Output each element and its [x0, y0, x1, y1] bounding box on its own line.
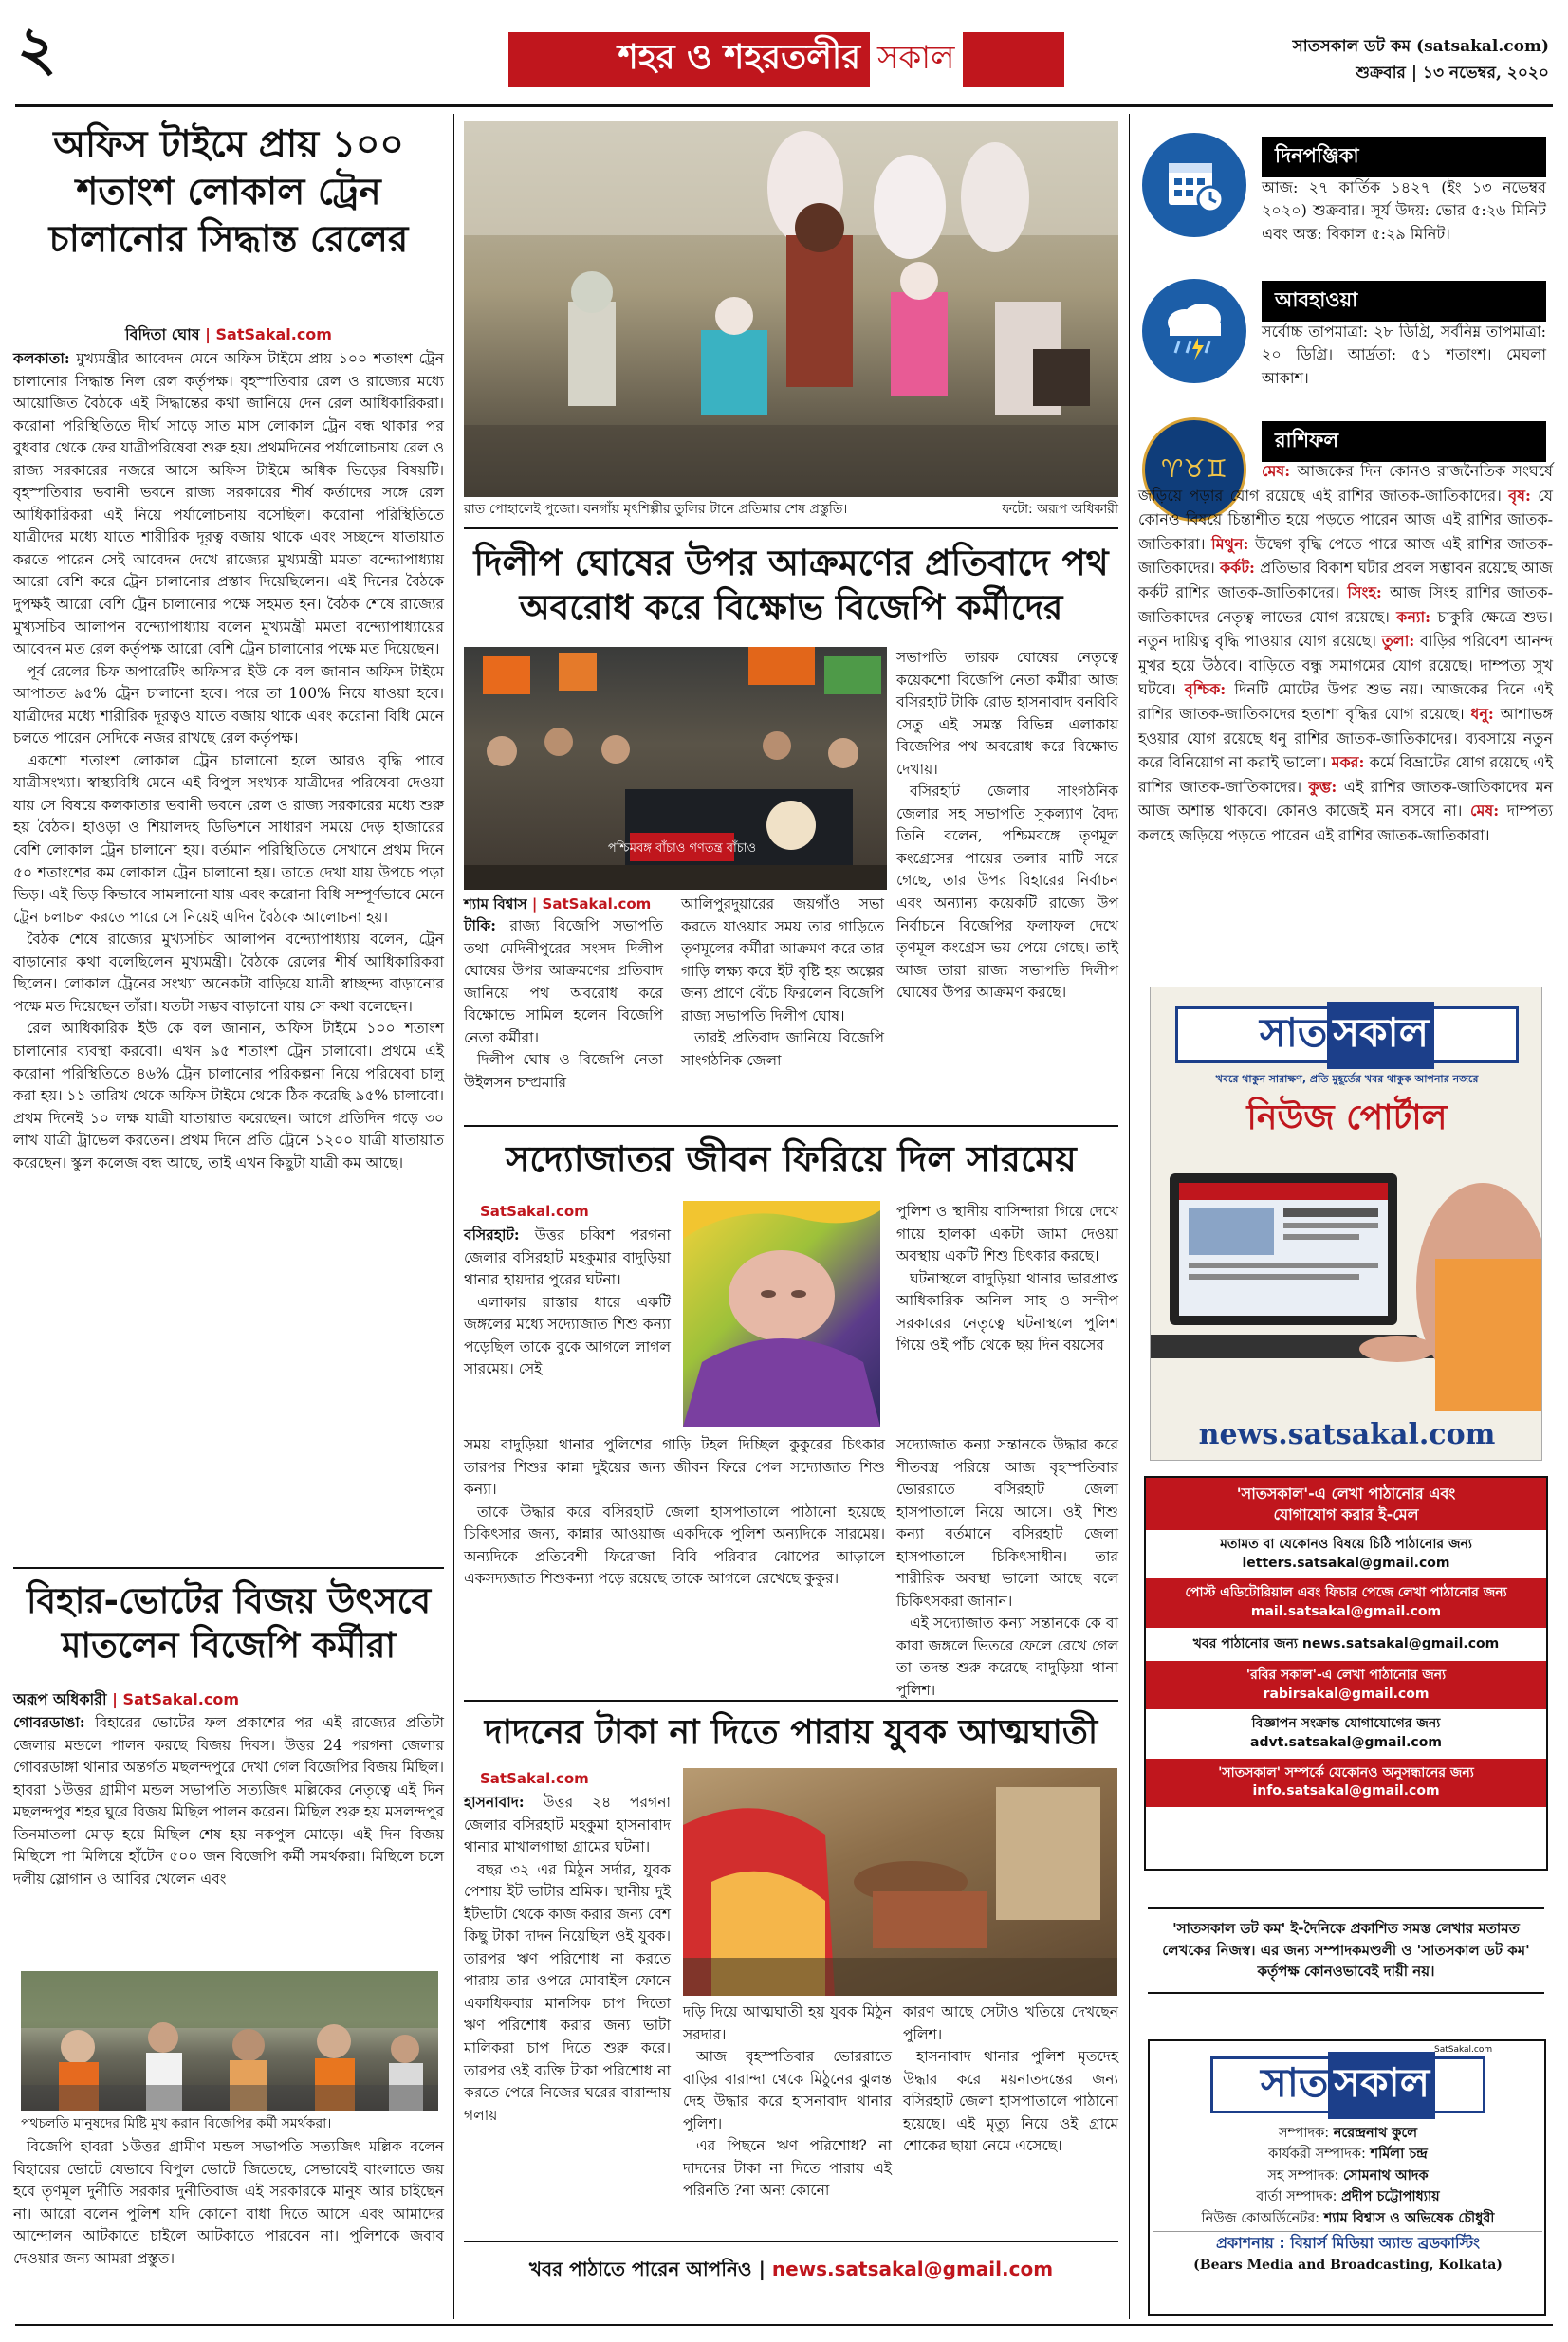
dog-right-column-lower	[896, 1434, 1118, 1703]
imprint-staff	[1153, 2123, 1542, 2277]
suicide-photo	[683, 1768, 1117, 1996]
section-banner-subtitle: সকাল	[870, 32, 962, 88]
byline-name: বিদিতা ঘোষ	[125, 325, 200, 343]
staff-row	[1153, 2166, 1542, 2186]
bihar-para-1: বিহারের ভোটের ফল প্রকাশের পর এই রাজ্যের প্রতিটা জেলার মন্ডলে পালন করছে বিজয় দিবস। উত্তর 24 পরগনা জেলার গোবরডাঙ্গা থানার অন্তর্গত মছলন্দপুরে দেখা গেল বিজেপির বিজয় মিছিল। হাবরা ১উত্তর গ্রামীণ মন্ডল সভাপতি সত্যজিৎ মল্লিকের নেতৃত্বে এই দিন মছলন্দপুর শহর ঘুরে বিজয় মিছিল পালন করেন। মিছিল শুরু হয় মসলন্দপুর তিনমাতলা মোড় হয়ে মিছিল শেষ হয় নকপুল মোড়ে। এই দিন বিজয় মিছিলে পা মিলিয়ে হাঁটেন ৫০০ জন বিজেপি কর্মী সমর্থকরা। মিছিলে চলে দলীয় স্লোগান ও আবির খেলেন এবং	[13, 1714, 444, 1888]
bihar-byline: অরূপ অধিকারী | SatSakal.com	[13, 1690, 239, 1708]
dog-wide-para-2: তাকে উদ্ধার করে বসিরহাট জেলা হাসপাতালে পাঠানো হয়েছে চিকিৎসার জন্য, কান্নার আওয়াজ একদিকে পুলিশ অন্যদিকে সারমেয়। অন্যদিকে প্রতিবেশী ফিরোজা বিবি পরিবার ঝোপের আড়ালে একসদ্যজাত শিশুকন্যা পড়ে রয়েছে তাকে আগলে রেখেছে কুকুর।	[464, 1503, 885, 1588]
contact-row-email[interactable]: info.satsakal@gmail.com	[1252, 1783, 1440, 1799]
baby-photo-illustration	[683, 1201, 880, 1427]
dog-right-para-1: পুলিশ ও স্থানীয় বাসিন্দারা গিয়ে দেখে গায়ে হালকা একটা জামা দেওয়া অবস্থায় একটি শিশু চিৎকার করছে।	[896, 1203, 1118, 1265]
cloud-rain-glyph	[1156, 298, 1232, 364]
dilip-col-2	[681, 894, 884, 1072]
almanac-text: আজ: ২৭ কার্তিক ১৪২৭ (ইং ১৩ নভেম্বর ২০২০) শুক্রবার। সূর্য উদয়: ভোর ৫:২৬ মিনিট এবং অস্ত: বিকাল ৫:২৯ মিনিট।	[1262, 178, 1546, 243]
contact-row	[1146, 1759, 1546, 1807]
horoscope-sign: মকর:	[1331, 753, 1365, 772]
portal-ad-title: নিউজ পোর্টাল	[1246, 1098, 1448, 1137]
dog-col1-para-1: উত্তর চব্বিশ পরগনা জেলার বসিরহাট মহকুমার বাদুড়িয়া থানার হায়দার পুরের ঘটনা।	[464, 1226, 671, 1289]
protest-photo-illustration	[464, 647, 887, 890]
horoscope-sign: মিথুন:	[1211, 534, 1249, 553]
dilip-byline: শ্যাম বিশ্বাস | SatSakal.com	[464, 895, 652, 913]
dog-col1-para-2: এলাকার রাস্তার ধারে একটি জঙ্গলের মধ্যে সদ্যোজাত শিশু কন্যা পড়েছিল তাকে বুকে আগলে লাগল সারমেয়। সেই	[464, 1293, 671, 1378]
issue-date: শুক্রবার | ১৩ নভেম্বর, ২০২০	[1356, 64, 1549, 83]
dateline: হাসনাবাদ:	[464, 1793, 525, 1811]
suicide-col-1	[464, 1791, 671, 2127]
bihar-para-2: বিজেপি হাবরা ১উত্তর গ্রামীণ মন্ডল সভাপতি সত্যজিৎ মল্লিক বলেন বিহারের ভোটে যেভাবে বিপুল ভোটে জিতেছে, সেভাবেই বাংলাতে জয় হবে তৃণমূল দুর্নীতি সরকার দুর্নীতিবাজ এই সরকারকে মানুষ আর চাইছেন না। আরো বলেন পুলিশ যদি কোনো বাধা দিতে আসে এবং আমাদের আন্দোলন আটকাতে চাইলে আটকাতে পারবেন না। পুলিশকে জবাব দেওয়ার জন্য আমরা প্রস্তুত।	[13, 2138, 444, 2267]
protest-photo	[464, 647, 887, 890]
horoscope-sign: কুম্ভ:	[1308, 777, 1337, 796]
calendar-glyph	[1161, 152, 1227, 218]
contact-title-line-2: যোগাযোগ করার ই-মেল	[1273, 1504, 1419, 1523]
horoscope-list	[1138, 459, 1553, 848]
disclaimer: 'সাতসকাল ডট কম' ই-দৈনিকে প্রকাশিত সমস্ত লেখার মতামত লেখকের নিজস্ব। এর জন্য সম্পাদকমণ্ডলী ও 'সাতসকাল ডট কম' কর্তৃপক্ষ কোনওভাবেই দায়ী নয়।	[1148, 1907, 1544, 1994]
almanac-box	[1138, 129, 1553, 271]
logo-part-1: সাত	[1259, 1008, 1328, 1056]
dog-byline: SatSakal.com	[480, 1203, 589, 1220]
contact-row-label: 'রবির সকাল'-এ লেখা পাঠানোর জন্য	[1245, 1668, 1447, 1684]
horoscope-text: দাম্পত্য কলহে জড়িয়ে পড়তে পারেন এই রাশির জাতক-জাতিকারা।	[1138, 802, 1553, 844]
imprint-box	[1148, 2039, 1546, 2316]
calendar-icon	[1142, 133, 1246, 237]
trains-para-4: বৈঠক শেষে রাজ্যের মুখ্যসচিব আলাপন বন্দ্যোপাধ্যায় বলেন, ট্রেন বাড়ানোর কথা বলেছিলেন মুখ্যমন্ত্রী। বৈঠকে রেলের শীর্ষ আধিকারিকরা ছিলেন। লোকাল ট্রেনের সংখ্যা অনেকটা বাড়িয়ে যাত্রী স্বাচ্ছন্দ্য বাড়ানোর পক্ষে মত দিয়েছেন তাঁরা। যতটা সম্ভব বাড়ানো যায় সে কথা বলেছেন।	[13, 931, 444, 1015]
idol-photo-credit: ফটো: অরূপ অধিকারী	[1002, 502, 1118, 517]
horoscope-text: আজকের দিন কোনও রাজনৈতিক সংঘর্ষে জড়িয়ে পড়ার যোগ রয়েছে এই রাশির জাতক-জাতিকাদের।	[1138, 462, 1553, 505]
contact-row-email[interactable]: news.satsakal@gmail.com	[1301, 1635, 1500, 1651]
dog-right-column	[896, 1201, 1118, 1357]
column-rule-left	[453, 114, 454, 2319]
horoscope-sign: কন্যা:	[1396, 607, 1431, 626]
horoscope-text: চাকুরি ক্ষেত্রে শুভ। নতুন দায়িত্ব বৃদ্ধি পাওয়ার যোগ রয়েছে।	[1138, 607, 1554, 651]
contact-row	[1146, 1709, 1546, 1758]
imprint-small-url: SatSakal.com	[1434, 2045, 1493, 2055]
horoscope-sign: তুলা:	[1381, 632, 1415, 651]
horoscope-text: উদ্বেগ বৃদ্ধি পেতে পারে আজ এই রাশির জাতক-জাতিকাদের।	[1138, 534, 1554, 578]
horoscope-sign: ধনু:	[1470, 704, 1494, 723]
trains-para-2: পূর্ব রেলের চিফ অপারেটিং অফিসার ইউ কে বল জানান অফিস টাইমে আপাতত ৯৫% ট্রেন চালানো হবে। পরে তা 100% নিয়ে যাওয়া হবে। যাত্রীদের মধ্যে শারীরিক দূরত্বও যাতে বজায় থাকে এবং করোনা বিধি মেনে চলতে পারেন সেদিকে নজর রাখছে রেল কর্তৃপক্ষ।	[13, 662, 444, 747]
publisher-row	[1153, 2231, 1542, 2256]
horoscope-text: কর্মে বিভ্রাটের যোগ রয়েছে এই রাশির জাতক-জাতিকাদের।	[1138, 753, 1553, 796]
site-label: সাতসকাল ডট কম (satsakal.com)	[1292, 37, 1549, 56]
contact-box	[1144, 1476, 1548, 1871]
dateline: কলকাতা:	[13, 349, 70, 367]
suicide-col3-para-2: হাসনাবাদ থানার পুলিশ মৃতদেহ উদ্ধার করে ময়নাতদন্তের জন্য বসিরহাট জেলা হাসপাতালে পাঠানো হয়েছে। এই মৃত্যু নিয়ে ওই গ্রামে শোকের ছায়া নেমে এসেছে।	[903, 2048, 1118, 2155]
contact-row-label: 'সাতসকাল' সম্পর্কে যেকোনও অনুসন্ধানের জন্য	[1218, 1764, 1474, 1780]
contact-row	[1146, 1578, 1546, 1627]
horoscope-box	[1138, 417, 1553, 930]
horoscope-sign: কর্কট:	[1219, 559, 1255, 578]
almanac-title: দিনপঞ্জিকা	[1262, 137, 1546, 177]
staff-row	[1153, 2144, 1542, 2165]
section-banner	[508, 32, 1064, 87]
suicide-col2-para-2: আজ বৃহস্পতিবার ভোররাতে বাড়ির বারান্দা থেকে মিঠুনের ঝুলন্ত দেহ উদ্ধার করে হাসনাবাদ থানার পুলিশ।	[683, 2048, 892, 2132]
staff-row	[1153, 2208, 1542, 2229]
suicide-photo-illustration	[683, 1768, 1117, 1996]
news-strip-label: খবর পাঠাতে পারেন আপনিও	[528, 2258, 752, 2280]
idol-photo	[464, 121, 1118, 497]
header-rule	[15, 104, 1553, 107]
byline-site: SatSakal.com	[542, 895, 652, 913]
horoscope-title: রাশিফল	[1262, 421, 1546, 462]
contact-row-email[interactable]: mail.satsakal@gmail.com	[1250, 1603, 1442, 1619]
portal-ad-logo	[1175, 1006, 1519, 1063]
news-strip-email[interactable]: news.satsakal@gmail.com	[771, 2258, 1054, 2280]
trains-para-3: একশো শতাংশ লোকাল ট্রেন চালানো হলে আরও বৃদ্ধি পাবে যাত্রীসংখ্যা। স্বাস্থ্যবিধি মেনে এই বিপুল সংখ্যক যাত্রীদের পরিষেবা দেওয়া যায় সে বিষয়ে কলকাতার ভবানী ভবনে রেল ও রাজ্য সরকারের মধ্যে শুরু হয় বৈঠক। হাওড়া ও শিয়ালদহ ডিভিশনে সাধারণ সময়ে দেড় হাজারের বেশি লোকাল ট্রেন চালানো হয়। বর্তমান পরিস্থিতিতে সেখানে প্রথম দিনে ৫০ শতাংশের কম লোকাল ট্রেন চালানো হয়। তাতে দেখা যায় উপচে পড়া ভিড়। এই ভিড় কিভাবে সামলানো যায় এবং করোনা বিধি সম্পূর্ণভাবে মেনে ট্রেন চলাচল করতে পারে সে নিয়েই এদিন বৈঠকে আলোচনা হয়।	[13, 751, 444, 926]
contact-row-label: খবর পাঠানোর জন্য	[1192, 1635, 1298, 1651]
logo-part-2: সকাল	[1327, 1002, 1434, 1069]
contact-row-label: পোস্ট এডিটোরিয়াল এবং ফিচার পেজে লেখা পাঠানোর জন্য	[1185, 1585, 1507, 1601]
dog-wide-para-1: সময় বাদুড়িয়া থানার পুলিশের গাড়ি টহল দিচ্ছিল কুকুরের চিৎকার তারপর শিশুর কান্না দুইয়ের জন্য জীবন ফিরে পেল সদ্যোজাত শিশু কন্যা।	[464, 1436, 885, 1499]
article-divider	[13, 1567, 444, 1569]
section-banner-title: শহর ও শহরতলীর	[618, 38, 861, 77]
suicide-col-3	[903, 2001, 1118, 2158]
dog-right-para-3: সদ্যোজাত কন্যা সন্তানকে উদ্ধার করে শীতবস্ত্র পরিয়ে আজ বৃহস্পতিবার ভোররাতে বসিরহাট জেলা হাসপাতালে নিয়ে আসে। ওই শিশু কন্যা বর্তমানে বসিরহাট জেলা হাসপাতালে চিকিৎসাধীন। তার শারীরিক অবস্থা ভালো আছে বলে চিকিৎসকরা জানান।	[896, 1436, 1118, 1610]
staff-row	[1153, 2186, 1542, 2207]
horoscope-text: বাড়ির পরিবেশ আনন্দ মুখর হয়ে উঠবে। বাড়িতে বন্ধু সমাগমের যোগ রয়েছে। দাম্পত্য সুখ ঘটবে।	[1138, 632, 1553, 699]
dilip-col-1	[464, 914, 663, 1094]
idol-photo-illustration	[464, 121, 1118, 497]
byline-site: SatSakal.com	[122, 1690, 239, 1708]
publisher-name: বিয়ার্স মিডিয়া অ্যান্ড ব্রডকাস্টিং	[1290, 2234, 1480, 2253]
staff-role: কার্যকরী সম্পাদক:	[1268, 2147, 1366, 2163]
dog-right-para-4: এই সদ্যোজাত কন্যা সন্তানকে কে বা কারা জঙ্গলে ভিতরে ফেলে রেখে গেল তা তদন্ত শুরু করেছে বাদুড়িয়া থানা পুলিশ।	[896, 1614, 1118, 1700]
bottom-rule	[15, 2324, 1553, 2326]
dilip-right-para-1: সভাপতি তারক ঘোষের নেতৃত্বে কয়েকশো বিজেপি নেতা কর্মীরা আজ বসিরহাট টাকি রোড হাসনাবাদ বনবিবি সেতু এই সমস্ত বিভিন্ন এলাকায় বিজেপির পথ অবরোধ করে বিক্ষোভ দেখায়।	[896, 649, 1118, 778]
contact-row-label: বিজ্ঞাপন সংক্রান্ত যোগাযোগের জন্য	[1251, 1716, 1441, 1732]
weather-box	[1138, 277, 1553, 410]
byline-site: SatSakal.com	[215, 325, 332, 343]
staff-name: প্রদীপ চট্টোপাধ্যায়	[1341, 2189, 1440, 2205]
horoscope-sign: মেষ:	[1470, 802, 1500, 821]
horoscope-text: এই রাশির জাতক-জাতিকাদের মন আজ অশান্ত থাকবে। কোনও কাজেই মন বসবে না।	[1138, 777, 1554, 821]
news-submission-strip: খবর পাঠাতে পারেন আপনিও | news.satsakal@gmail.com	[528, 2258, 1054, 2280]
portal-ad-tagline: খবরে থাকুন সারাক্ষণ, প্রতি মুহূর্তের খবর থাকুক আপনার নজরে	[1215, 1073, 1479, 1085]
staff-row	[1153, 2123, 1542, 2144]
contact-row-email[interactable]: letters.satsakal@gmail.com	[1242, 1555, 1450, 1571]
publisher-label: প্রকাশনায় :	[1215, 2234, 1285, 2253]
dilip-right-column	[896, 647, 1118, 1005]
rally-photo-caption: পথচলতি মানুষদের মিষ্টি মুখ করান বিজেপির কর্মী সমর্থকরা।	[21, 2116, 332, 2131]
dog-right-para-2: ঘটনাস্থলে বাদুড়িয়া থানার ভারপ্রাপ্ত আধিকারিক অনিল সাহ ও সন্দীপ সরকারের নেতৃত্বে ঘটনাস্থলে পুলিশ গিয়ে ওই পাঁচ থেকে ছয় দিন বয়সের	[896, 1269, 1118, 1355]
dog-headline: সদ্যোজাতর জীবন ফিরিয়ে দিল সারমেয়	[506, 1138, 1077, 1180]
dilip-col1-para-2: দিলীপ ঘোষ ও বিজেপি নেতা উইলসন চম্প্রমারি	[464, 1051, 663, 1091]
dateline: টাকি:	[464, 916, 496, 934]
byline-name: শ্যাম বিশ্বাস	[464, 895, 527, 913]
bihar-headline: বিহার-ভোটের বিজয় উৎসবে মাতলেন বিজেপি কর্মীরা	[26, 1580, 432, 1667]
weather-text: সর্বোচ্চ তাপমাত্রা: ২৮ ডিগ্রি, সর্বনিম্ন তাপমাত্রা: ২০ ডিগ্রি। আর্দ্রতা: ৫১ শতাংশ। মেঘলা আকাশ।	[1262, 323, 1546, 387]
logo-part-2: সকাল	[1328, 2052, 1435, 2119]
staff-role: নিউজ কোঅর্ডিনেটর:	[1201, 2210, 1320, 2226]
suicide-col3-para-1: কারণ আছে সেটাও খতিয়ে দেখছেন পুলিশ।	[903, 2003, 1118, 2043]
dog-wide-column	[464, 1434, 885, 1591]
bihar-body-bottom	[13, 2136, 444, 2270]
contact-row	[1146, 1661, 1546, 1709]
horoscope-sign: বৃষ:	[1508, 486, 1531, 505]
horoscope-text: দিনটি মোটের উপর শুভ নয়। আজকের দিনে এই রাশির জাতক-জাতিকাদের হতাশা বৃদ্ধির যোগ রয়েছে।	[1138, 680, 1553, 723]
rally-photo	[21, 1971, 438, 2111]
trains-para-1: মুখ্যমন্ত্রীর আবেদন মেনে অফিস টাইমে প্রায় ১০০ শতাংশ ট্রেন চালানোর সিদ্ধান্ত নিল রেল কর্তৃপক্ষ। বৃহস্পতিবার রেল ও রাজ্যের মধ্যে আয়োজিত বৈঠকে এই সিদ্ধান্তের কথা জানিয়ে দেন রেল আধিকারিকরা। করোনা পরিস্থিতিতে দীর্ঘ সাড়ে সাত মাস লোকাল ট্রেন বন্ধ থাকার পর বুধবার থেকে ফের যাত্রীপরিষেবা শুরু হয়। প্রথমদিনের পর্যালোচনায় রেল ও রাজ্য সরকারের নজরে আসে অফিস টাইমে অধিক ভিড়ের বিষয়টি। বৃহস্পতিবার ভবানী ভবনে রাজ্য সরকারের শীর্ষ কর্তাদের সঙ্গে রেল আধিকারিকরা এই নিয়ে পর্যালোচনায় বসেছিল। করোনা পরিস্থিতিতে যাত্রীদের মধ্যে যাতে শারীরিক দূরত্ব বজায় থাকে এবং সচ্ছন্দে যাতায়াত করতে পারেন সেই আবেদন দেখে রাজ্যের মুখ্যমন্ত্রী মমতা বন্দ্যোপাধ্যায় আরো বেশি করে ট্রেন চালানোর প্রস্তাব দিয়েছিলেন। এই দিনের বৈঠকে দুপক্ষই আরো বেশি ট্রেন চালানোর পক্ষে সহমত হন। বৈঠক শেষে রাজ্যের মুখ্যসচিব আলাপন বন্দ্যোপাধ্যায় বলেন মুখ্যমন্ত্রী মমতা বন্দ্যোপাধ্যায়ের আবেদন মত রেল কর্তৃপক্ষ আরো বেশি ট্রেন চালানোর পক্ষে মত দিয়েছেন।	[13, 350, 444, 658]
dilip-col2-para-1: আলিপুরদুয়ারের জয়গাঁও সভা করতে যাওয়ার সময় তার গাড়িতে তৃণমূলের কর্মীরা আক্রমণ করে তার গাড়ি লক্ষ্য করে ইট বৃষ্টি হয় অল্পের জন্য প্রাণে বেঁচে ফিরলেন বিজেপি রাজ্য সভাপতি দিলীপ ঘোষ।	[681, 895, 884, 1024]
contact-row-label: মতামত বা যেকোনও বিষয়ে চিঠি পাঠানোর জন্য	[1220, 1537, 1472, 1553]
suicide-col1-para-2: বছর ৩২ এর মিঠুন সর্দার, যুবক পেশায় ইট ভাটার শ্রমিক। স্থানীয় দুই ইটভাটা থেকে কাজ করার জন্য বেশ কিছু টাকা দাদন নিয়েছিল ওই যুবক। তারপর ঋণ পরিশোধ না করতে পারায় তার ওপরে মোবাইল ফোনে একাধিকবার মানসিক চাপ দিতো ঋণ পরিশোধ করার জন্য ভাটা মালিকরা চাপ দিতে শুরু করে। তারপর ওই ব্যক্তি টাকা পরিশোধ না করতে পেরে নিজের ঘরের বারান্দায় গলায়	[464, 1860, 671, 2124]
horoscope-text: আজ সিংহ রাশির জাতক-জাতিকাদের নেতৃত্ব লাভের যোগ রয়েছে।	[1138, 582, 1553, 626]
laptop-illustration	[1151, 1145, 1542, 1411]
article-divider	[464, 1700, 1118, 1702]
baby-photo	[683, 1201, 880, 1427]
horoscope-text: আশাভঙ্গ হওয়ার যোগ রয়েছে ধনু রাশির জাতক-জাতিকাদের। ব্যবসায়ে নতুন করে বিনিয়োগ না করাই ভালো।	[1138, 704, 1553, 772]
dilip-headline: দিলীপ ঘোষের উপর আক্রমণের প্রতিবাদে পথ অবরোধ করে বিক্ষোভ বিজেপি কর্মীদের	[473, 543, 1109, 629]
portal-ad	[1150, 987, 1542, 1461]
article-divider	[464, 1125, 1118, 1127]
staff-name: শর্মিলা চন্দ্র	[1370, 2147, 1428, 2163]
staff-role: সহ সম্পাদক:	[1267, 2167, 1339, 2184]
staff-name: নরেন্দ্রনাথ কুলে	[1333, 2126, 1418, 2141]
zodiac-glyph: ♈♉♊	[1161, 455, 1227, 484]
horoscope-sign: সিংহ:	[1347, 582, 1382, 601]
dateline: বসিরহাট:	[464, 1226, 520, 1244]
contact-row	[1146, 1530, 1546, 1578]
dilip-col1-para-1: রাজ্য বিজেপি সভাপতি তথা মেদিনীপুরের সংসদ দিলীপ ঘোষের উপর আক্রমণের প্রতিবাদ জানিয়ে পথ অবরোধ করে বিক্ষোভে সামিল হলেন বিজেপি নেতা কর্মীরা।	[464, 917, 663, 1046]
page-number: ২	[17, 13, 57, 84]
horoscope-sign: মেষ:	[1262, 462, 1291, 480]
suicide-col-2	[683, 2001, 892, 2203]
staff-role: সম্পাদক:	[1278, 2126, 1330, 2141]
contact-row-email[interactable]: advt.satsakal@gmail.com	[1250, 1734, 1442, 1750]
horoscope-sign: বৃশ্চিক:	[1184, 680, 1227, 699]
suicide-byline: SatSakal.com	[480, 1770, 589, 1787]
bihar-body-top	[13, 1711, 444, 1890]
dilip-right-para-2: বসিরহাট জেলার সাংগঠনিক জেলার সহ সভাপতি সুকল্যাণ বৈদ্য তিনি বলেন, পশ্চিমবঙ্গে তৃণমূল কংগ্রেসের পায়ের তলার মাটি সরে গেছে, তার উপর বিহারের নির্বাচন এবং অন্যান্য কয়েকটি রাজ্যে উপ নির্বাচনে বিজেপির ফলাফল দেখে তৃণমূল কংগ্রেস ভয় পেয়ে গেছে। তাই আজ তারা রাজ্য সভাপতি দিলীপ ঘোষের উপর আক্রমণ করছে।	[896, 783, 1118, 1002]
weather-icon	[1142, 279, 1246, 383]
trains-headline: অফিস টাইমে প্রায় ১০০ শতাংশ লোকাল ট্রেন চালানোর সিদ্ধান্ত রেলের	[48, 123, 409, 261]
horoscope-text: প্রতিভার বিকাশ ঘটার প্রবল সম্ভাবন রয়েছে আজ কর্কট রাশির জাতক-জাতিকাদের।	[1138, 559, 1553, 601]
imprint-logo	[1210, 2056, 1485, 2113]
contact-row	[1146, 1628, 1546, 1662]
dilip-col2-para-2: তারই প্রতিবাদ জানিয়ে বিজেপি সাংগঠনিক জেলা	[681, 1029, 884, 1069]
weather-title: আবহাওয়া	[1262, 281, 1546, 322]
logo-part-1: সাত	[1260, 2058, 1329, 2106]
staff-name: সোমনাথ আদক	[1342, 2167, 1429, 2184]
contact-title	[1146, 1478, 1546, 1530]
horoscope-text: যে কোনও বিষয়ে চিন্তাশীত হয়ে পড়তে পারেন আজ এই রাশির জাতক-জাতিকারা।	[1138, 486, 1554, 553]
dateline: গোবরডাঙা:	[13, 1713, 85, 1731]
rally-photo-illustration	[21, 1971, 438, 2111]
contact-row-email[interactable]: rabirsakal@gmail.com	[1263, 1686, 1430, 1702]
staff-name: শ্যাম বিশ্বাস ও অভিষেক চৌধুরী	[1323, 2210, 1495, 2226]
trains-para-5: রেল আধিকারিক ইউ কে বল জানান, অফিস টাইমে ১০০ শতাংশ চালানোর ব্যবস্থা করবো। এখন ৯৫ শতাংশ ট্রেন চালাবো। প্রথমে এই করোনা পরিস্থিতিতে ৪৬% ট্রেন চালানোর পরিকল্পনা নিয়ে পরিষেবা চালু করা হয়। ১১ তারিখ থেকে অফিস টাইমে থেকে ঠিক করেছি ৯৫% চালাবো। প্রথম দিনেই ১০ লক্ষ যাত্রী যাতায়াত করেছেন। আগে প্রতিদিন গড়ে ৩০ লাখ যাত্রী ট্রাভেল করতেন। প্রথম দিনে প্রতি ট্রেনে ১২০০ যাত্রী যাতায়াত করেছেন। স্কুল কলেজ বন্ধ আছে, তাই এখন কিছুটা যাত্রী কম আছে।	[13, 1020, 444, 1171]
suicide-headline: দাদনের টাকা না দিতে পারায় যুবক আত্মঘাতী	[484, 1713, 1098, 1752]
publisher-en: (Bears Media and Broadcasting, Kolkata)	[1193, 2258, 1503, 2274]
article-divider	[464, 527, 1118, 529]
protest-banner-text: পশ্চিমবঙ্গ বাঁচাও গণতন্ত্র বাঁচাও	[607, 841, 757, 856]
trains-byline: বিদিতা ঘোষ | SatSakal.com	[125, 325, 332, 343]
suicide-col2-para-1: দড়ি দিয়ে আত্মঘাতী হয় যুবক মিঠুন সরদার।	[683, 2003, 892, 2043]
portal-ad-url[interactable]: news.satsakal.com	[1198, 1418, 1496, 1451]
idol-photo-caption	[464, 501, 1118, 518]
contact-title-line-1: 'সাতসকাল'-এ লেখা পাঠানোর এবং	[1236, 1484, 1456, 1503]
suicide-col1-para-1: উত্তর ২৪ পরগনা জেলার বসিরহাট মহকুমা হাসনাবাদ থানার মাখালগাছা গ্রামের ঘটনা।	[464, 1794, 671, 1856]
trains-body	[13, 347, 444, 1174]
article-divider	[464, 2241, 1118, 2242]
dog-col-1	[464, 1224, 671, 1381]
byline-name: অরূপ অধিকারী	[13, 1690, 107, 1708]
suicide-col2-para-3: এর পিছনে ঋণ পরিশোধ? না দাদনের টাকা না দিতে পারায় এই পরিনতি ?না অন্য কোনো	[683, 2137, 892, 2200]
staff-role: বার্তা সম্পাদক:	[1256, 2189, 1337, 2205]
column-rule-right	[1129, 114, 1130, 2319]
idol-caption-text: রাত পোহালেই পুজো। বনগাঁয় মৃৎশিল্পীর তুলির টানে প্রতিমার শেষ প্রস্তুতি।	[464, 502, 848, 517]
